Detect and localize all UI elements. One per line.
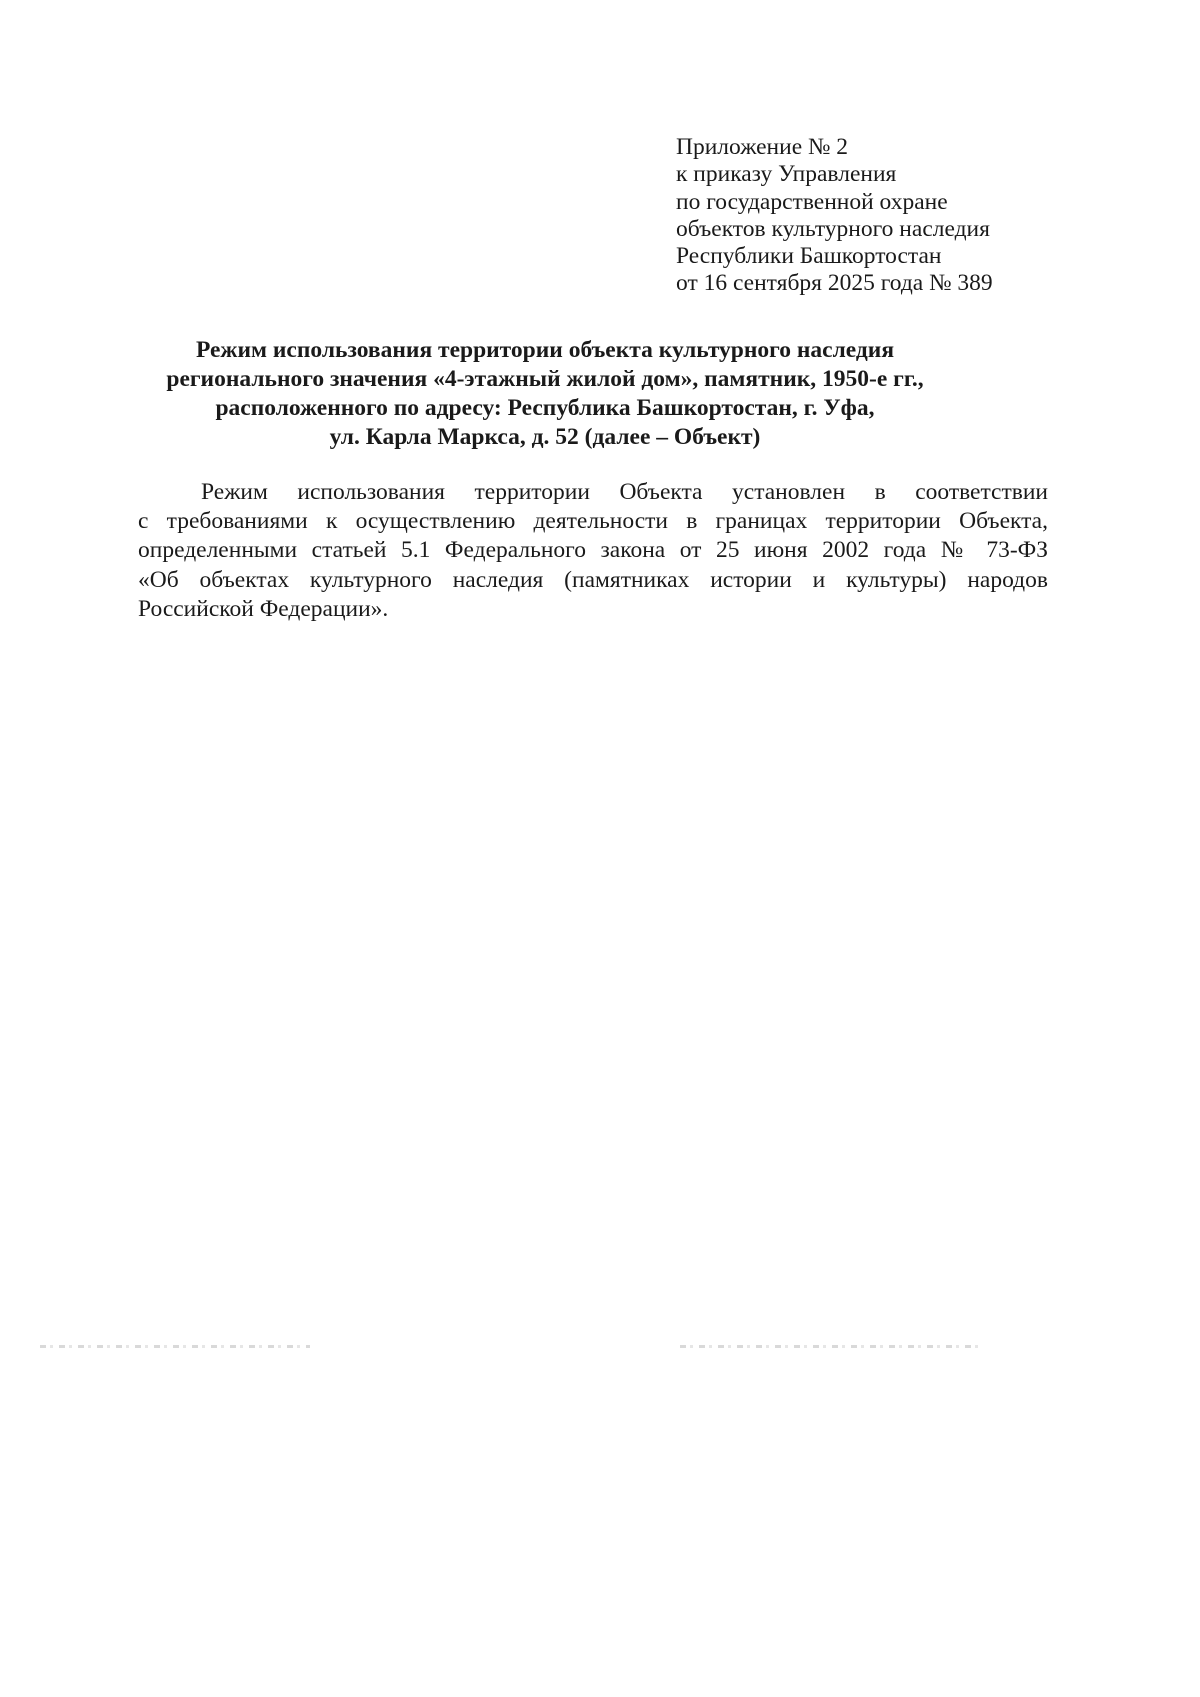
body-line: «Об объектах культурного наследия (памятниках истории и культуры) народов bbox=[138, 566, 1048, 593]
title-line: регионального значения «4-этажный жилой дом», памятник, 1950-е гг., bbox=[166, 366, 924, 392]
body-line: Режим использования территории Объекта установлен в соответствии bbox=[201, 479, 1048, 505]
appendix-line: объектов культурного наследия bbox=[676, 215, 990, 242]
title-line: Режим использования территории объекта культурного наследия bbox=[195, 337, 895, 363]
document-title bbox=[100, 336, 990, 452]
appendix-line: от 16 сентября 2025 года № 389 bbox=[676, 270, 993, 297]
scan-artifact bbox=[680, 1345, 980, 1348]
appendix-line: по государственной охране bbox=[676, 188, 948, 215]
appendix-line: Республики Башкортостан bbox=[676, 243, 942, 270]
appendix-header bbox=[676, 134, 1076, 298]
title-line: ул. Карла Маркса, д. 52 (далее – Объект) bbox=[329, 424, 761, 450]
body-line: с требованиями к осуществлению деятельности в границах территории Объекта, bbox=[138, 508, 1048, 535]
body-paragraph bbox=[138, 478, 1048, 624]
title-line: расположенного по адресу: Республика Башкортостан, г. Уфа, bbox=[215, 395, 875, 421]
body-line: определенными статьей 5.1 Федерального закона от 25 июня 2002 года № 73-ФЗ bbox=[138, 537, 1048, 564]
scan-artifact bbox=[40, 1345, 310, 1348]
body-line: Российской Федерации». bbox=[138, 595, 389, 622]
appendix-line: к приказу Управления bbox=[676, 161, 897, 188]
appendix-line: Приложение № 2 bbox=[676, 134, 849, 160]
